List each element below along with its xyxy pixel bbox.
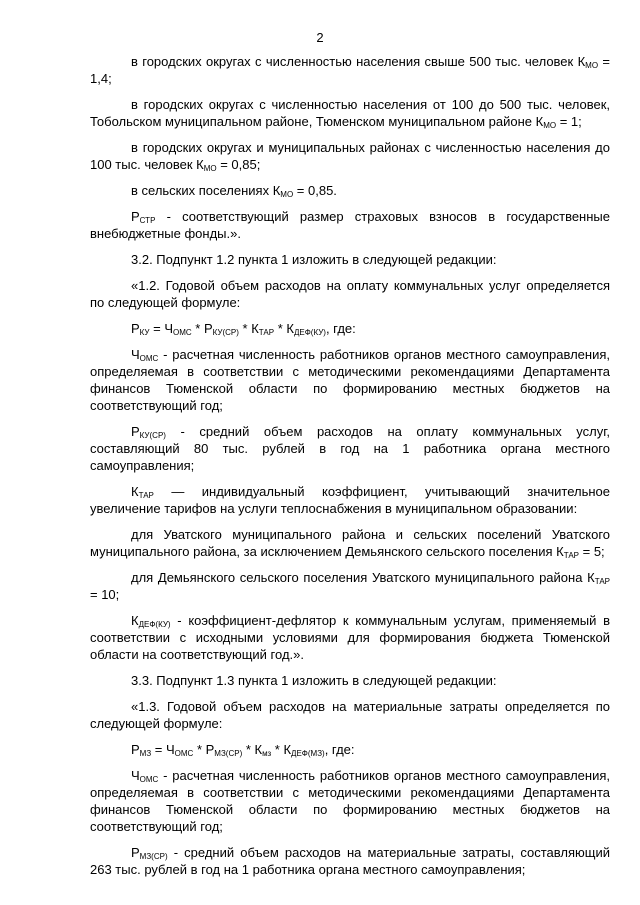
paragraph-p19: $Р_{МЗ(СР)}$ - средний объем расходов на материальные затраты, составляющий 263 тыс. рублей в год на 1 работника органа местного самоуправления; — [90, 845, 610, 877]
paragraph-p8: $Р_{КУ} = Ч_{ОМС} * Р_{КУ(СР)} * К_{ТАР} * К_{ДЕФ(КУ)}$, где: — [131, 321, 356, 337]
paragraph-p11: $К_{ТАР}$ — индивидуальный коэффициент, учитывающий значительное увеличение тарифов на услуги теплоснабжения в муниципальном образовании: — [90, 484, 610, 516]
document-body — [90, 53, 610, 887]
paragraph-p16: «1.3. Годовой объем расходов на материальные затраты определяется по следующей формуле: — [90, 699, 610, 731]
paragraph-p6: 3.2. Подпункт 1.2 пункта 1 изложить в следующей редакции: — [131, 252, 497, 267]
paragraph-p2: в городских округах с численностью населения от 100 до 500 тыс. человек, Тобольском муниципальном районе, Тюменском муниципальном районе $К_{МО} = 1$; — [90, 97, 610, 130]
paragraph-p17: $Р_{МЗ} = Ч_{ОМС} * Р_{МЗ(СР)} * К_{мз} * К_{ДЕФ(МЗ)}$, где: — [131, 742, 355, 758]
paragraph-p3: в городских округах и муниципальных районах с численностью населения до 100 тыс. человек $К_{МО} = 0,85$; — [90, 140, 610, 173]
paragraph-p7: «1.2. Годовой объем расходов на оплату коммунальных услуг определяется по следующей формуле: — [90, 278, 610, 310]
paragraph-p5: $Р_{СТР}$ - соответствующий размер страховых взносов в государственные внебюджетные фонды.». — [90, 209, 610, 241]
paragraph-p1: в городских округах с численностью населения свыше 500 тыс. человек $К_{МО} = 1,4$; — [90, 54, 610, 86]
paragraph-p18: $Ч_{ОМС}$ - расчетная численность работников органов местного самоуправления, определяемая в соответствии с методическими рекомендациями Департамента финансов Тюменской области по формированию местных бюджетов на соответствующий год; — [90, 768, 610, 834]
paragraph-p14: $К_{ДЕФ(КУ)}$ - коэффициент-дефлятор к коммунальным услугам, применяемый в соответствии с исходными условиями для формирования бюджета Тюменской области на соответствующий год.». — [90, 613, 610, 662]
paragraph-p10: $Р_{КУ(СР)}$ - средний объем расходов на оплату коммунальных услуг, составляющий 80 тыс. рублей в год на 1 работника органа местного самоуправления; — [90, 424, 610, 473]
paragraph-p15: 3.3. Подпункт 1.3 пункта 1 изложить в следующей редакции: — [131, 673, 497, 688]
paragraph-p13: для Демьянского сельского поселения Уватского муниципального района $К_{ТАР} = 10$; — [90, 570, 610, 602]
page-number: 2 — [316, 30, 324, 45]
paragraph-p9: $Ч_{ОМС}$ - расчетная численность работников органов местного самоуправления, определяемая в соответствии с методическими рекомендациями Департамента финансов Тюменской области по формированию местных бюджетов на соответствующий год; — [90, 347, 610, 413]
paragraph-p12: для Уватского муниципального района и сельских поселений Уватского муниципального района, за исключением Демьянского сельского поселения $К_{ТАР} = 5$; — [90, 527, 610, 560]
paragraph-p4: в сельских поселениях $К_{МО} = 0,85$. — [131, 183, 337, 199]
